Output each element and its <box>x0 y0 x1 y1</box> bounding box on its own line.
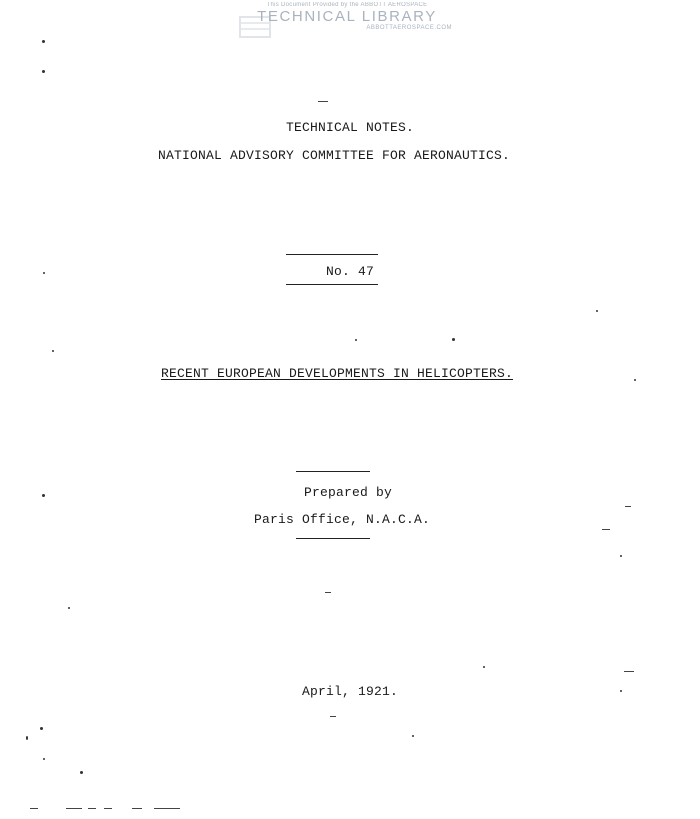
watermark-url: ABBOTTAEROSPACE.COM <box>366 25 452 31</box>
document-date: April, 1921. <box>301 684 398 699</box>
scan-speck <box>80 771 83 774</box>
scan-speck <box>42 40 45 43</box>
prepared-top-rule <box>296 471 370 472</box>
prepared-bottom-rule <box>296 538 370 539</box>
document-title: RECENT EUROPEAN DEVELOPMENTS IN HELICOPTERS. <box>160 366 514 381</box>
scan-dash <box>30 808 38 809</box>
prepared-office: Paris Office, N.A.C.A. <box>253 512 431 527</box>
scan-speck <box>452 338 455 341</box>
scan-speck <box>26 736 28 740</box>
scan-dash <box>318 101 328 102</box>
number-top-rule <box>286 254 378 255</box>
scan-dash <box>325 592 331 593</box>
header-technical-notes: TECHNICAL NOTES. <box>285 120 415 135</box>
watermark-library: TECHNICAL LIBRARY <box>257 8 437 25</box>
library-logo-icon <box>238 11 272 41</box>
scan-dash <box>66 808 82 809</box>
scan-dash <box>88 808 96 809</box>
watermark-provider: This Document Provided by the ABBOTT AEROSPACE <box>266 2 428 8</box>
scan-speck <box>40 727 43 730</box>
watermark <box>232 2 462 32</box>
scan-speck <box>412 735 414 737</box>
prepared-by: Prepared by <box>303 485 392 500</box>
scan-speck <box>483 666 485 668</box>
note-number: No. 47 <box>325 264 374 279</box>
scan-speck <box>355 339 357 341</box>
scan-speck <box>620 555 622 557</box>
number-bottom-rule <box>286 284 378 285</box>
scan-speck <box>42 494 45 497</box>
scan-speck <box>68 607 70 609</box>
scan-dash <box>104 808 112 809</box>
scan-speck <box>42 70 45 73</box>
scan-speck <box>596 310 598 312</box>
scan-dash <box>624 671 634 672</box>
scan-dash <box>330 716 336 717</box>
scan-speck <box>43 272 45 274</box>
scan-dash <box>625 506 631 507</box>
scan-dash <box>154 808 180 809</box>
scan-speck <box>52 350 54 352</box>
header-committee: NATIONAL ADVISORY COMMITTEE FOR AERONAUTICS. <box>157 148 511 163</box>
scan-speck <box>620 690 622 692</box>
scan-dash <box>132 808 142 809</box>
scan-speck <box>43 758 45 760</box>
scan-dash <box>602 529 610 530</box>
scan-speck <box>634 379 636 381</box>
